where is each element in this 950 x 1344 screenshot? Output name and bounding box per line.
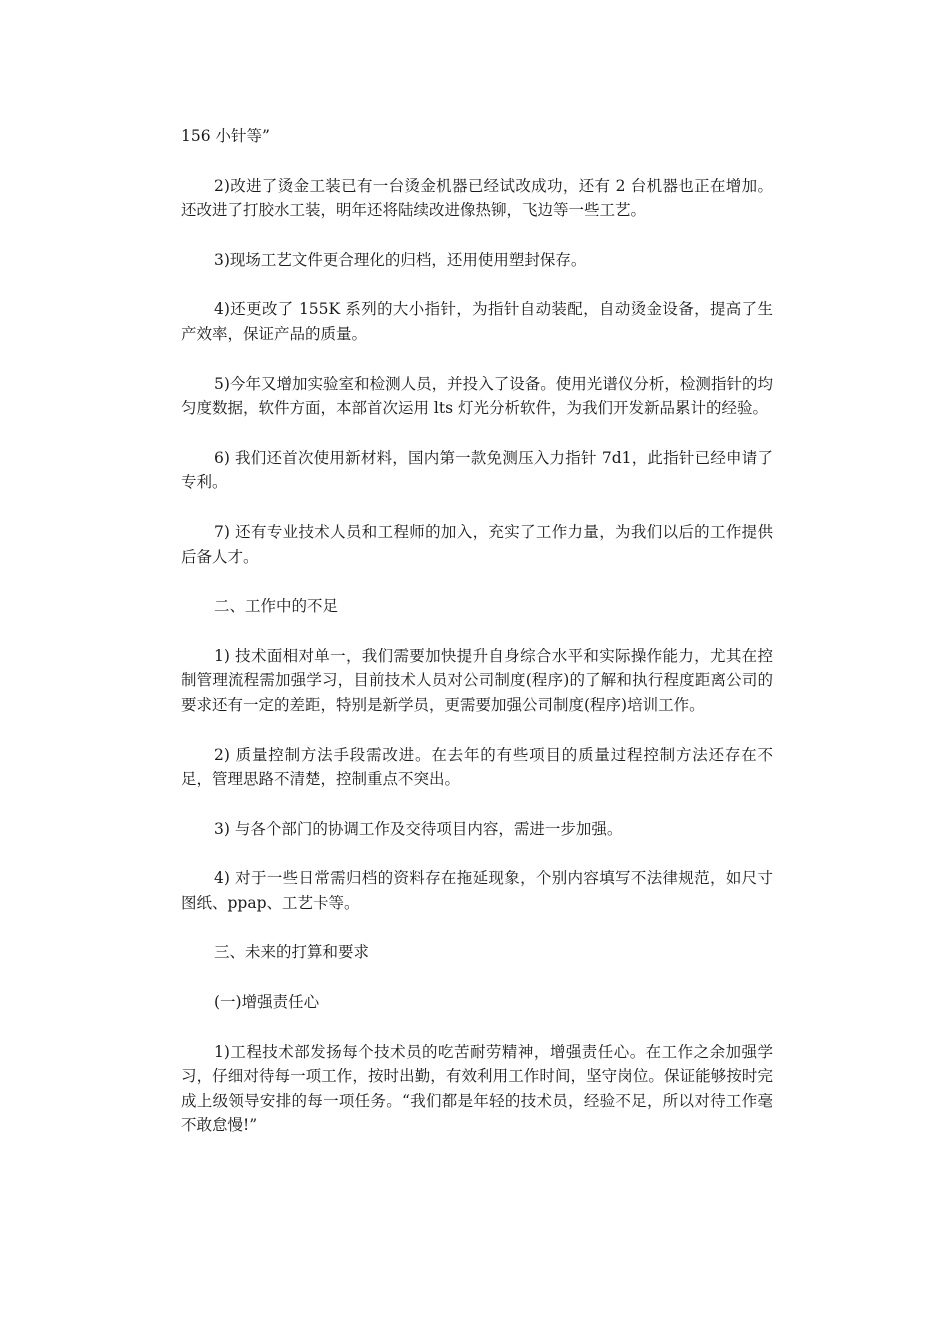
subsection-heading-responsibility: (一)增强责任心: [214, 993, 320, 1012]
responsibility-item-1: 1)工程技术部发扬每个技术员的吃苦耐劳精神，增强责任心。在工作之余加强学习，仔细对待每一项工作，按时出勤，有效利用工作时间，坚守岗位。保证能够按时完成上级领导安排的每一项任务。“我们都是年轻的技术员，经验不足，所以对待工作毫不敢怠慢!”: [181, 1042, 773, 1135]
paragraph-item-6: 6) 我们还首次使用新材料，国内第一款免测压入力指针 7d1，此指针已经申请了专利。: [181, 448, 773, 492]
section-heading-future-plans: 三、未来的打算和要求: [214, 943, 370, 962]
document-body: [181, 124, 773, 1163]
shortcoming-item-1: 1) 技术面相对单一，我们需要加快提升自身综合水平和实际操作能力，尤其在控制管理流程需加强学习，目前技术人员对公司制度(程序)的了解和执行程度距离公司的要求还有一定的差距，特别是新学员，更需要加强公司制度(程序)培训工作。: [181, 646, 773, 714]
paragraph-continuation: 156 小针等”: [181, 127, 270, 145]
shortcoming-item-3: 3) 与各个部门的协调工作及交待项目内容，需进一步加强。: [214, 819, 623, 838]
paragraph-item-2: 2)改进了烫金工装已有一台烫金机器已经试改成功，还有 2 台机器也正在增加。还改进了打胶水工装，明年还将陆续改进像热铆，飞边等一些工艺。: [181, 176, 773, 220]
paragraph-item-5: 5)今年又增加实验室和检测人员，并投入了设备。使用光谱仪分析，检测指针的均匀度数据，软件方面，本部首次运用 lts 灯光分析软件，为我们开发新品累计的经验。: [181, 374, 773, 418]
paragraph-item-7: 7) 还有专业技术人员和工程师的加入，充实了工作力量，为我们以后的工作提供后备人才。: [181, 522, 773, 566]
paragraph-item-4: 4)还更改了 155K 系列的大小指针，为指针自动装配，自动烫金设备，提高了生产效率，保证产品的质量。: [181, 300, 773, 343]
paragraph-item-3: 3)现场工艺文件更合理化的归档，还用使用塑封保存。: [214, 250, 587, 269]
section-heading-shortcomings: 二、工作中的不足: [214, 597, 339, 616]
shortcoming-item-2: 2) 质量控制方法手段需改进。在去年的有些项目的质量过程控制方法还存在不足，管理思路不清楚，控制重点不突出。: [181, 745, 773, 789]
shortcoming-item-4: 4) 对于一些日常需归档的资料存在拖延现象，个别内容填写不法律规范，如尺寸图纸、ppap、工艺卡等。: [181, 869, 773, 912]
